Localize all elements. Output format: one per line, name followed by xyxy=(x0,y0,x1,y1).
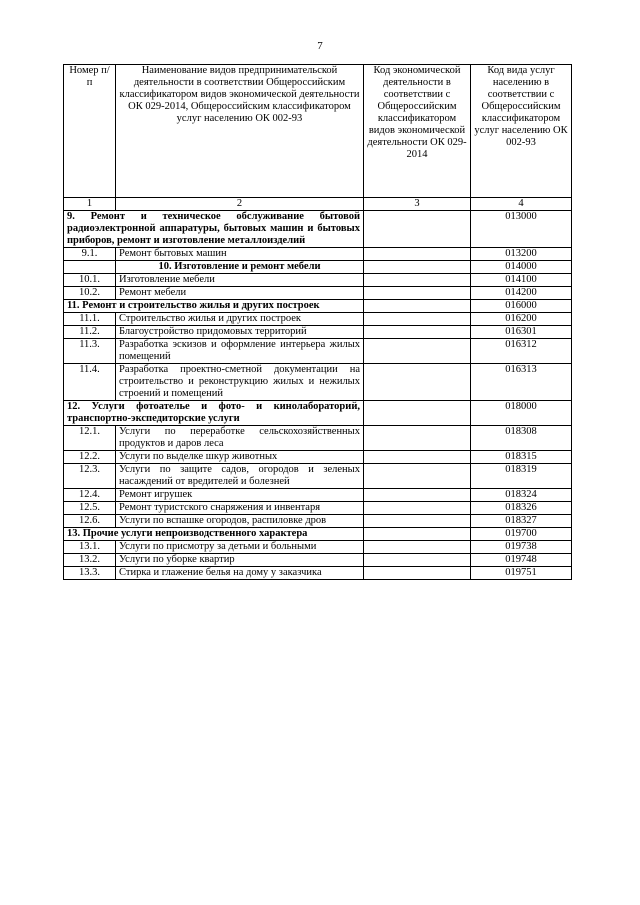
activity-name: Услуги по переработке сельскохозяйственных продуктов и даров леса xyxy=(116,426,364,451)
activity-name: Услуги по защите садов, огородов и зеленых насаждений от вредителей и болезней xyxy=(116,464,364,489)
table-row xyxy=(64,515,572,528)
service-code: 016313 xyxy=(471,364,572,401)
row-number: 10.2. xyxy=(64,287,116,300)
activity-name: Ремонт игрушек xyxy=(116,489,364,502)
row-number: 13.1. xyxy=(64,541,116,554)
activity-name: Благоустройство придомовых территорий xyxy=(116,326,364,339)
okved-code xyxy=(364,274,471,287)
okved-code xyxy=(364,248,471,261)
table-row xyxy=(64,326,572,339)
row-number: 12.4. xyxy=(64,489,116,502)
okved-code xyxy=(364,541,471,554)
row-number: 12.6. xyxy=(64,515,116,528)
service-code: 016301 xyxy=(471,326,572,339)
service-code: 018319 xyxy=(471,464,572,489)
table-row xyxy=(64,567,572,580)
okved-code xyxy=(364,339,471,364)
activity-name: Ремонт мебели xyxy=(116,287,364,300)
service-code: 018315 xyxy=(471,451,572,464)
table-header-row xyxy=(64,65,572,198)
okved-code xyxy=(364,567,471,580)
service-code: 016000 xyxy=(471,300,572,313)
okved-code xyxy=(364,489,471,502)
service-code: 019748 xyxy=(471,554,572,567)
section-row xyxy=(64,261,572,274)
service-code: 016312 xyxy=(471,339,572,364)
activity-name: Строительство жилья и других построек xyxy=(116,313,364,326)
service-code: 014100 xyxy=(471,274,572,287)
table-row xyxy=(64,502,572,515)
row-number: 10.1. xyxy=(64,274,116,287)
row-number xyxy=(64,261,116,274)
service-code: 013000 xyxy=(471,211,572,248)
table-row xyxy=(64,554,572,567)
header-number: Номер п/п xyxy=(64,65,116,198)
section-row xyxy=(64,528,572,541)
okved-code xyxy=(364,300,471,313)
table-row xyxy=(64,248,572,261)
table-body xyxy=(64,211,572,580)
table-row xyxy=(64,489,572,502)
activity-name: Услуги по присмотру за детьми и больными xyxy=(116,541,364,554)
service-code: 013200 xyxy=(471,248,572,261)
table-row xyxy=(64,464,572,489)
service-code: 019700 xyxy=(471,528,572,541)
service-code: 016200 xyxy=(471,313,572,326)
activity-name: Ремонт туристского снаряжения и инвентаря xyxy=(116,502,364,515)
header-okved-code: Код экономической деятельности в соответствии с Общероссийским классификатором видов экономической деятельности ОК 029-2014 xyxy=(364,65,471,198)
services-table xyxy=(63,64,572,580)
service-code: 019738 xyxy=(471,541,572,554)
section-title: 11. Ремонт и строительство жилья и других построек xyxy=(64,300,364,313)
okved-code xyxy=(364,426,471,451)
okved-code xyxy=(364,211,471,248)
okved-code xyxy=(364,464,471,489)
okved-code xyxy=(364,502,471,515)
service-code: 014200 xyxy=(471,287,572,300)
okved-code xyxy=(364,554,471,567)
okved-code xyxy=(364,364,471,401)
okved-code xyxy=(364,401,471,426)
table-row xyxy=(64,364,572,401)
section-title: 13. Прочие услуги непроизводственного характера xyxy=(64,528,364,541)
page-number: 7 xyxy=(317,40,323,52)
activity-name: Разработка эскизов и оформление интерьера жилых помещений xyxy=(116,339,364,364)
column-number: 4 xyxy=(471,198,572,211)
activity-name: Услуги по вспашке огородов, распиловке дров xyxy=(116,515,364,528)
okved-code xyxy=(364,528,471,541)
row-number: 13.2. xyxy=(64,554,116,567)
row-number: 12.5. xyxy=(64,502,116,515)
service-code: 019751 xyxy=(471,567,572,580)
table-row xyxy=(64,339,572,364)
column-number: 3 xyxy=(364,198,471,211)
row-number: 9.1. xyxy=(64,248,116,261)
okved-code xyxy=(364,313,471,326)
header-activity-name: Наименование видов предпринимательской деятельности в соответствии Общероссийским классификатором видов экономической деятельности ОК 029-2014, Общероссийским классификатором услуг населению ОК 002-93 xyxy=(116,65,364,198)
activity-name: Разработка проектно-сметной документации на строительство и реконструкцию жилых и нежилых строений и помещений xyxy=(116,364,364,401)
activity-name: Услуги по выделке шкур животных xyxy=(116,451,364,464)
column-number: 2 xyxy=(116,198,364,211)
section-title: 12. Услуги фотоателье и фото- и кинолабораторий, транспортно-экспедиторские услуги xyxy=(64,401,364,426)
activity-name: Услуги по уборке квартир xyxy=(116,554,364,567)
table-row xyxy=(64,451,572,464)
section-title: 9. Ремонт и техническое обслуживание бытовой радиоэлектронной аппаратуры, бытовых машин и бытовых приборов, ремонт и изготовление металлоизделий xyxy=(64,211,364,248)
row-number: 11.4. xyxy=(64,364,116,401)
activity-name: Стирка и глажение белья на дому у заказчика xyxy=(116,567,364,580)
column-number: 1 xyxy=(64,198,116,211)
service-code: 018327 xyxy=(471,515,572,528)
row-number: 11.2. xyxy=(64,326,116,339)
okved-code xyxy=(364,326,471,339)
row-number: 11.1. xyxy=(64,313,116,326)
table-row xyxy=(64,274,572,287)
activity-name: Ремонт бытовых машин xyxy=(116,248,364,261)
okved-code xyxy=(364,451,471,464)
okved-code xyxy=(364,287,471,300)
service-code: 018326 xyxy=(471,502,572,515)
table-row xyxy=(64,426,572,451)
column-number-row xyxy=(64,198,572,211)
activity-name: Изготовление мебели xyxy=(116,274,364,287)
section-title: 10. Изготовление и ремонт мебели xyxy=(116,261,364,274)
service-code: 018324 xyxy=(471,489,572,502)
okved-code xyxy=(364,261,471,274)
service-code: 014000 xyxy=(471,261,572,274)
section-row xyxy=(64,300,572,313)
table-row xyxy=(64,541,572,554)
okved-code xyxy=(364,515,471,528)
service-code: 018308 xyxy=(471,426,572,451)
row-number: 12.1. xyxy=(64,426,116,451)
row-number: 11.3. xyxy=(64,339,116,364)
row-number: 13.3. xyxy=(64,567,116,580)
section-row xyxy=(64,211,572,248)
table-row xyxy=(64,313,572,326)
row-number: 12.3. xyxy=(64,464,116,489)
header-okun-code: Код вида услуг населению в соответствии с Общероссийским классификатором услуг населению ОК 002-93 xyxy=(471,65,572,198)
table-row xyxy=(64,287,572,300)
service-code: 018000 xyxy=(471,401,572,426)
section-row xyxy=(64,401,572,426)
row-number: 12.2. xyxy=(64,451,116,464)
